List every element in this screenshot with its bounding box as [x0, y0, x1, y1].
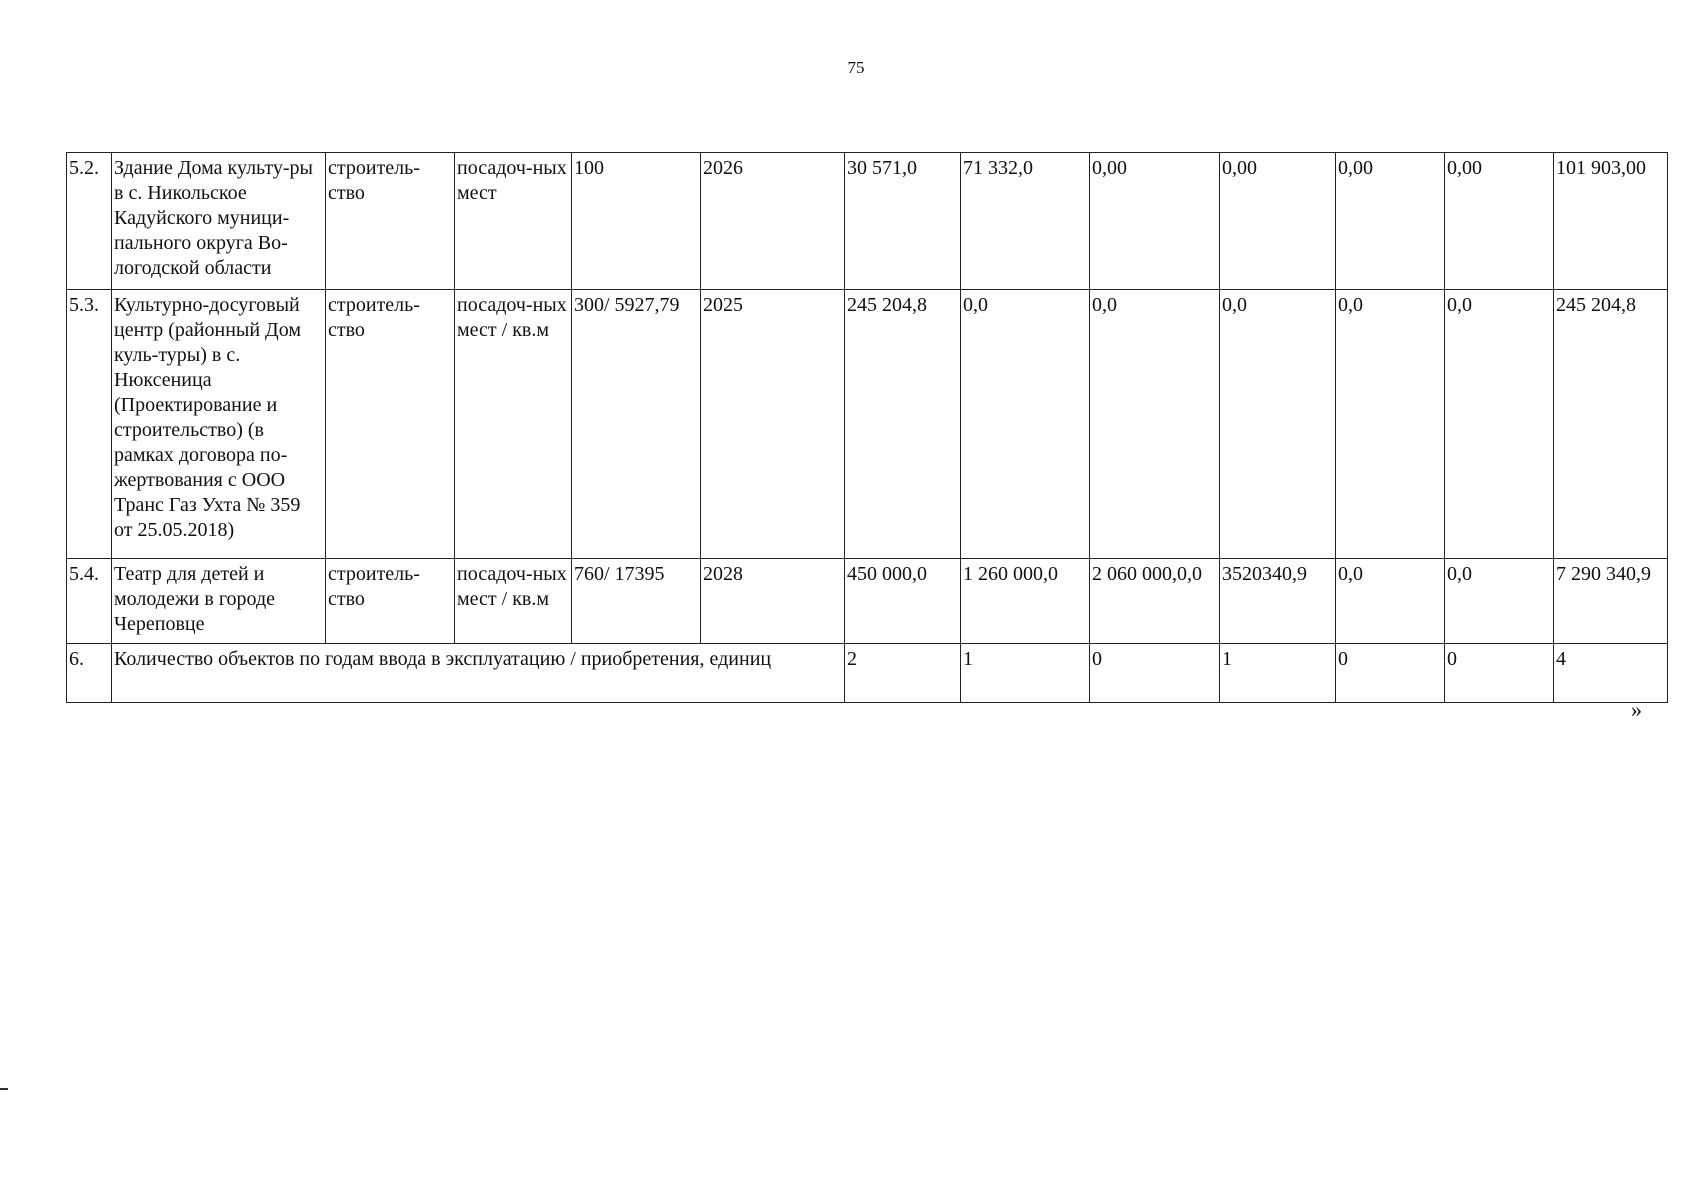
total-cell: 245 204,8: [1554, 290, 1668, 559]
amount-cell: 2 060 000,0,0: [1090, 559, 1220, 644]
page-number: 75: [847, 58, 865, 77]
scan-edge-mark: [0, 1088, 8, 1090]
completion-year: 2025: [701, 290, 845, 559]
summary-label: Количество объектов по годам ввода в эксплуатацию / приобретения, единиц: [112, 644, 845, 703]
completion-year: 2028: [701, 559, 845, 644]
capacity-value: 300/ 5927,79: [572, 290, 701, 559]
amount-cell: 0,0: [1090, 290, 1220, 559]
object-name: Театр для детей и молодежи в городе Череповце: [112, 559, 326, 644]
count-cell: 1: [961, 644, 1090, 703]
capacity-unit: посадоч-ных мест: [455, 153, 572, 290]
count-cell: 0: [1336, 644, 1445, 703]
amount-cell: 0,00: [1336, 153, 1445, 290]
total-cell: 101 903,00: [1554, 153, 1668, 290]
objects-table: [66, 152, 1668, 703]
amount-cell: 0,00: [1090, 153, 1220, 290]
work-type: строитель-ство: [326, 153, 455, 290]
amount-cell: 450 000,0: [845, 559, 961, 644]
amount-cell: 0,00: [1445, 153, 1554, 290]
object-name: Здание Дома культу-ры в с. Никольское Кадуйского муници-пального округа Во-логодской области: [112, 153, 326, 290]
amount-cell: 245 204,8: [845, 290, 961, 559]
table-row: [67, 153, 1668, 290]
count-total-cell: 4: [1554, 644, 1668, 703]
amount-cell: 71 332,0: [961, 153, 1090, 290]
capacity-value: 760/ 17395: [572, 559, 701, 644]
table-row: [67, 559, 1668, 644]
work-type: строитель-ство: [326, 559, 455, 644]
row-number: 5.2.: [67, 153, 112, 290]
capacity-unit: посадоч-ных мест / кв.м: [455, 559, 572, 644]
closing-quote: »: [1631, 697, 1642, 722]
amount-cell: 0,0: [1445, 559, 1554, 644]
count-cell: 1: [1220, 644, 1336, 703]
row-number: 6.: [67, 644, 112, 703]
amount-cell: 1 260 000,0: [961, 559, 1090, 644]
row-number: 5.4.: [67, 559, 112, 644]
object-name: Культурно-досуговый центр (районный Дом куль-туры) в с. Нюксеница (Проектирование и строительство) (в рамках договора по-жертвования с ООО Транс Газ Ухта № 359 от 25.05.2018): [112, 290, 326, 559]
amount-cell: 0,0: [1336, 559, 1445, 644]
table-row: [67, 290, 1668, 559]
total-cell: 7 290 340,9: [1554, 559, 1668, 644]
amount-cell: 0,0: [961, 290, 1090, 559]
count-cell: 0: [1445, 644, 1554, 703]
amount-cell: 0,00: [1220, 153, 1336, 290]
amount-cell: 0,0: [1336, 290, 1445, 559]
capacity-unit: посадоч-ных мест / кв.м: [455, 290, 572, 559]
amount-cell: 0,0: [1220, 290, 1336, 559]
count-cell: 2: [845, 644, 961, 703]
count-cell: 0: [1090, 644, 1220, 703]
row-number: 5.3.: [67, 290, 112, 559]
completion-year: 2026: [701, 153, 845, 290]
summary-row: [67, 644, 1668, 703]
capacity-value: 100: [572, 153, 701, 290]
work-type: строитель-ство: [326, 290, 455, 559]
amount-cell: 0,0: [1445, 290, 1554, 559]
amount-cell: 30 571,0: [845, 153, 961, 290]
amount-cell: 3520340,9: [1220, 559, 1336, 644]
